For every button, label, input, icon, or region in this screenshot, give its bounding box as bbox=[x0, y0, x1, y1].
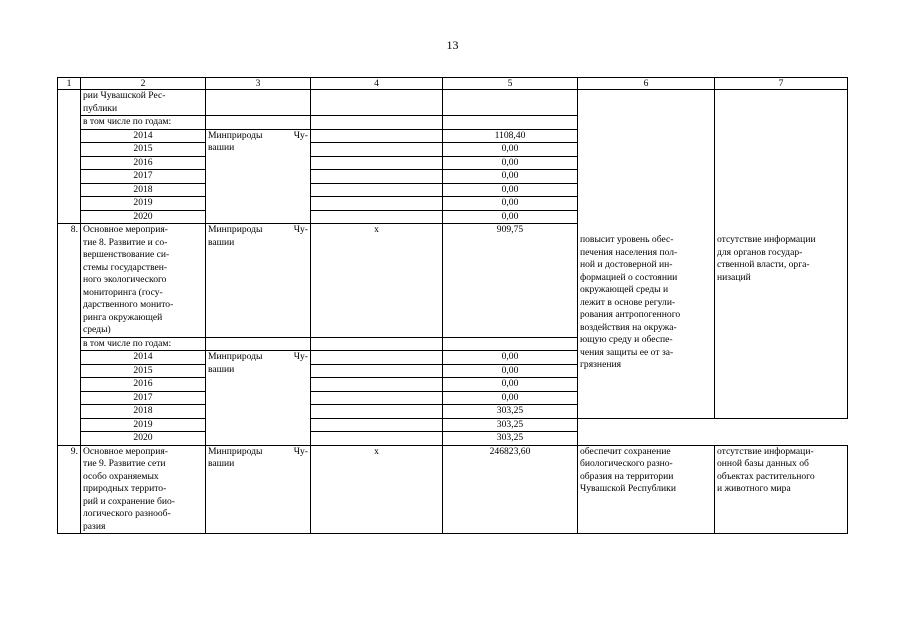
cell-col4: х bbox=[311, 445, 443, 534]
cell-exec bbox=[206, 116, 311, 130]
cell-total bbox=[443, 90, 578, 116]
cell-col4 bbox=[311, 210, 443, 224]
year-value: 0,00 bbox=[443, 170, 578, 184]
cell-num bbox=[58, 90, 81, 224]
cell-total bbox=[443, 116, 578, 130]
by-years-label: в том числе по годам: bbox=[81, 116, 206, 130]
by-years-label: в том числе по годам: bbox=[81, 337, 206, 351]
year-value: 303,25 bbox=[443, 405, 578, 419]
year-cell: 2014 bbox=[81, 351, 206, 365]
year-cell: 2020 bbox=[81, 210, 206, 224]
year-cell: 2019 bbox=[81, 197, 206, 211]
row-number: 8. bbox=[58, 224, 81, 446]
table-row bbox=[58, 445, 848, 534]
year-cell: 2018 bbox=[81, 183, 206, 197]
cell-col4 bbox=[311, 156, 443, 170]
cell-col4 bbox=[311, 90, 443, 116]
year-value: 303,25 bbox=[443, 418, 578, 432]
cell-exec bbox=[206, 337, 311, 351]
cell-exec: Минприроды Чу- вашии bbox=[206, 445, 311, 534]
cell-total: 909,75 bbox=[443, 224, 578, 338]
year-value: 0,00 bbox=[443, 351, 578, 365]
cell-col6: обеспечит сохранение биологического разно- образия на территории Чувашской Республики bbox=[578, 445, 715, 534]
cell-name: Основное мероприя- тие 9. Развитие сети особо охраняемых природных террито- рий и сохранение био- логического разнооб- разия bbox=[81, 445, 206, 534]
cell-col7: отсутствие информации для органов государ- ственной власти, орга- низаций bbox=[715, 90, 848, 419]
cell-exec: Минприроды Чу- вашии bbox=[206, 224, 311, 338]
cell-total: 246823,60 bbox=[443, 445, 578, 534]
cell-col4: х bbox=[311, 224, 443, 338]
cell-col4 bbox=[311, 405, 443, 419]
column-header: 3 bbox=[206, 78, 311, 90]
cell-col4 bbox=[311, 391, 443, 405]
year-value: 0,00 bbox=[443, 183, 578, 197]
cell-exec bbox=[206, 90, 311, 116]
cell-col4 bbox=[311, 432, 443, 446]
cell-col4 bbox=[311, 116, 443, 130]
cell-col6: повысит уровень обес- печения населения пол- ной и достоверной ин- формацией о состоянии окружающей среды и лежит в основе регули- рования антропогенного воздействия на окружа- ющую среду и обеспе- чения защиты ее от за- грязнения bbox=[578, 90, 715, 419]
column-header: 4 bbox=[311, 78, 443, 90]
year-cell: 2015 bbox=[81, 364, 206, 378]
column-header: 6 bbox=[578, 78, 715, 90]
year-value: 0,00 bbox=[443, 143, 578, 157]
year-value: 0,00 bbox=[443, 378, 578, 392]
cell-col7: отсутствие информаци- онной базы данных об объектах растительного и животного мира bbox=[715, 445, 848, 534]
year-cell: 2016 bbox=[81, 156, 206, 170]
cell-exec: Минприроды Чу- вашии bbox=[206, 129, 311, 224]
year-cell: 2015 bbox=[81, 143, 206, 157]
cell-exec: Минприроды Чу- вашии bbox=[206, 351, 311, 446]
table-row bbox=[58, 90, 848, 116]
program-table bbox=[57, 77, 848, 534]
year-value: 0,00 bbox=[443, 156, 578, 170]
column-header: 2 bbox=[81, 78, 206, 90]
cell-col4 bbox=[311, 351, 443, 365]
year-cell: 2017 bbox=[81, 391, 206, 405]
page-number: 13 bbox=[446, 38, 459, 52]
year-cell: 2014 bbox=[81, 129, 206, 143]
year-value: 0,00 bbox=[443, 391, 578, 405]
year-value: 1108,40 bbox=[443, 129, 578, 143]
column-number-row bbox=[58, 78, 848, 90]
cell-col4 bbox=[311, 418, 443, 432]
cell-name: Основное мероприя- тие 8. Развитие и со- вершенствование си- стемы государствен- ного экологического мониторинга (госу- дарственного монито- ринга окружающей среды) bbox=[81, 224, 206, 338]
year-value: 0,00 bbox=[443, 364, 578, 378]
column-header: 7 bbox=[715, 78, 848, 90]
column-header: 1 bbox=[58, 78, 81, 90]
year-cell: 2018 bbox=[81, 405, 206, 419]
row-number: 9. bbox=[58, 445, 81, 534]
cell-col4 bbox=[311, 378, 443, 392]
cell-total bbox=[443, 337, 578, 351]
year-value: 303,25 bbox=[443, 432, 578, 446]
year-cell: 2017 bbox=[81, 170, 206, 184]
cell-col4 bbox=[311, 197, 443, 211]
year-cell: 2016 bbox=[81, 378, 206, 392]
cell-name: рии Чувашской Рес- публики bbox=[81, 90, 206, 116]
column-header: 5 bbox=[443, 78, 578, 90]
table-row bbox=[58, 418, 848, 432]
cell-col4 bbox=[311, 337, 443, 351]
year-cell: 2020 bbox=[81, 432, 206, 446]
year-value: 0,00 bbox=[443, 197, 578, 211]
cell-col4 bbox=[311, 143, 443, 157]
cell-col4 bbox=[311, 364, 443, 378]
table-row bbox=[58, 432, 848, 446]
cell-col4 bbox=[311, 129, 443, 143]
cell-col4 bbox=[311, 170, 443, 184]
year-value: 0,00 bbox=[443, 210, 578, 224]
year-cell: 2019 bbox=[81, 418, 206, 432]
cell-col4 bbox=[311, 183, 443, 197]
